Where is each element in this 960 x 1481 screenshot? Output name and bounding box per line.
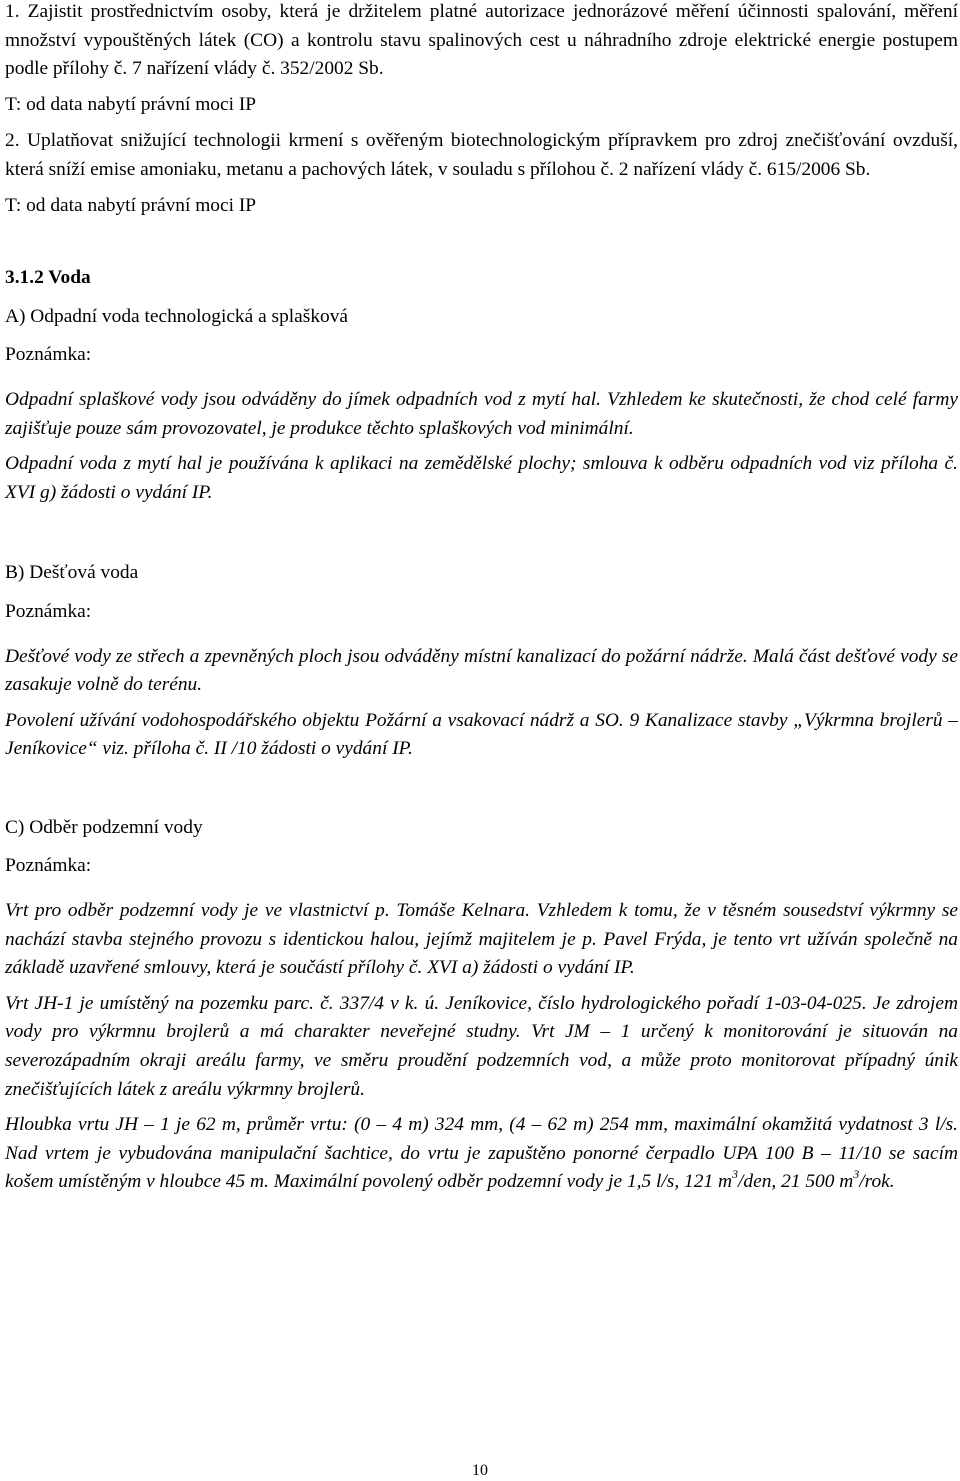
part-c-note-label: Poznámka: [5, 855, 92, 877]
document-page [5, 0, 958, 1197]
part-a-note-label: Poznámka: [5, 344, 92, 366]
part-b-paragraph: Dešťové vody ze střech a zpevněných ploch jsou odváděny místní kanalizací do požární nádrže. Malá část dešťové vody se zasakuje volně do terénu. [5, 645, 958, 696]
part-c-paragraph: Vrt JH-1 je umístěný na pozemku parc. č. 337/4 v k. ú. Jeníkovice, číslo hydrologického pořadí 1-03-04-025. Je zdrojem vody pro výkrmnu brojlerů a má charakter neveřejné studny. Vrt JM – 1 určený k monitorování je situován na severozápadním okraji areálu farmy, ve směru proudění podzemních vod, a může proto monitorovat případný únik znečišťujících látek z areálu výkrmny brojlerů. [5, 992, 958, 1100]
superscript: 3 [853, 1166, 860, 1181]
item-1-text: 1. Zajistit prostřednictvím osoby, která je držitelem platné autorizace jednorázové měření účinnosti spalování, měření množství vypouštěných látek (CO) a kontrolu stavu spalinových cest u náhradního zdroje elektrické energie postupem podle přílohy č. 7 nařízení vlády č. 352/2002 Sb. [5, 1, 958, 80]
part-a-paragraph: Odpadní splaškové vody jsou odváděny do jímek odpadních vod z mytí hal. Vzhledem ke skutečnosti, že chod celé farmy zajišťuje pouze sám provozovatel, je produkce těchto splaškových vod minimální. [5, 388, 958, 439]
item-1-deadline: T: od data nabytí právní moci IP [5, 93, 257, 115]
part-a-heading: A) Odpadní voda technologická a splašková [5, 305, 349, 327]
part-b-heading: B) Dešťová voda [5, 562, 139, 584]
final-text-end: /rok. [859, 1171, 895, 1193]
section-title: Voda [48, 267, 91, 289]
section-number: 3.1.2 [5, 267, 44, 289]
section-heading [5, 264, 958, 293]
part-b-note-label: Poznámka: [5, 600, 92, 622]
item-2-text: 2. Uplatňovat snižující technologii krmení s ověřeným biotechnologickým přípravkem pro zdroj znečišťování ovzduší, která sníží emise amoniaku, metanu a pachových látek, v souladu s přílohou č. 2 nařízení vlády č. 615/2006 Sb. [5, 130, 958, 180]
item-2-deadline: T: od data nabytí právní moci IP [5, 194, 257, 216]
part-b-paragraph: Povolení užívání vodohospodářského objektu Požární a vsakovací nádrž a SO. 9 Kanalizace stavby „Výkrmna brojlerů – Jeníkovice“ viz. příloha č. II /10 žádosti o vydání IP. [5, 709, 958, 760]
final-text: Hloubka vrtu JH – 1 je 62 m, průměr vrtu: (0 – 4 m) 324 mm, (4 – 62 m) 254 mm, maximální okamžitá vydatnost 3 l/s. Nad vrtem je vybudována manipulační šachtice, do vrtu je zapuštěno ponorné čerpadlo UPA 100 B – 11/10 se sacím košem umístěným v hloubce 45 m. Maximální povolený odběr podzemní vody je 1,5 l/s, 121 m [5, 1114, 958, 1193]
page-number: 10 [472, 1462, 488, 1479]
superscript: 3 [732, 1166, 738, 1181]
part-c-paragraph-final [5, 1111, 958, 1197]
final-text-mid: /den, 21 500 m [738, 1171, 854, 1193]
part-a-paragraph: Odpadní voda z mytí hal je používána k aplikaci na zemědělské plochy; smlouva k odběru odpadních vod viz příloha č. XVI g) žádosti o vydání IP. [5, 453, 958, 503]
part-c-paragraph: Vrt pro odběr podzemní vody je ve vlastnictví p. Tomáše Kelnara. Vzhledem k tomu, že v těsném sousedství výkrmny se nachází stavba stejného provozu s identickou halou, jejímž majitelem je p. Pavel Frýda, je tento vrt užíván společně na základě uzavřené smlouvy, která je součástí přílohy č. XVI a) žádosti o vydání IP. [5, 900, 958, 979]
part-c-heading: C) Odběr podzemní vody [5, 816, 203, 838]
